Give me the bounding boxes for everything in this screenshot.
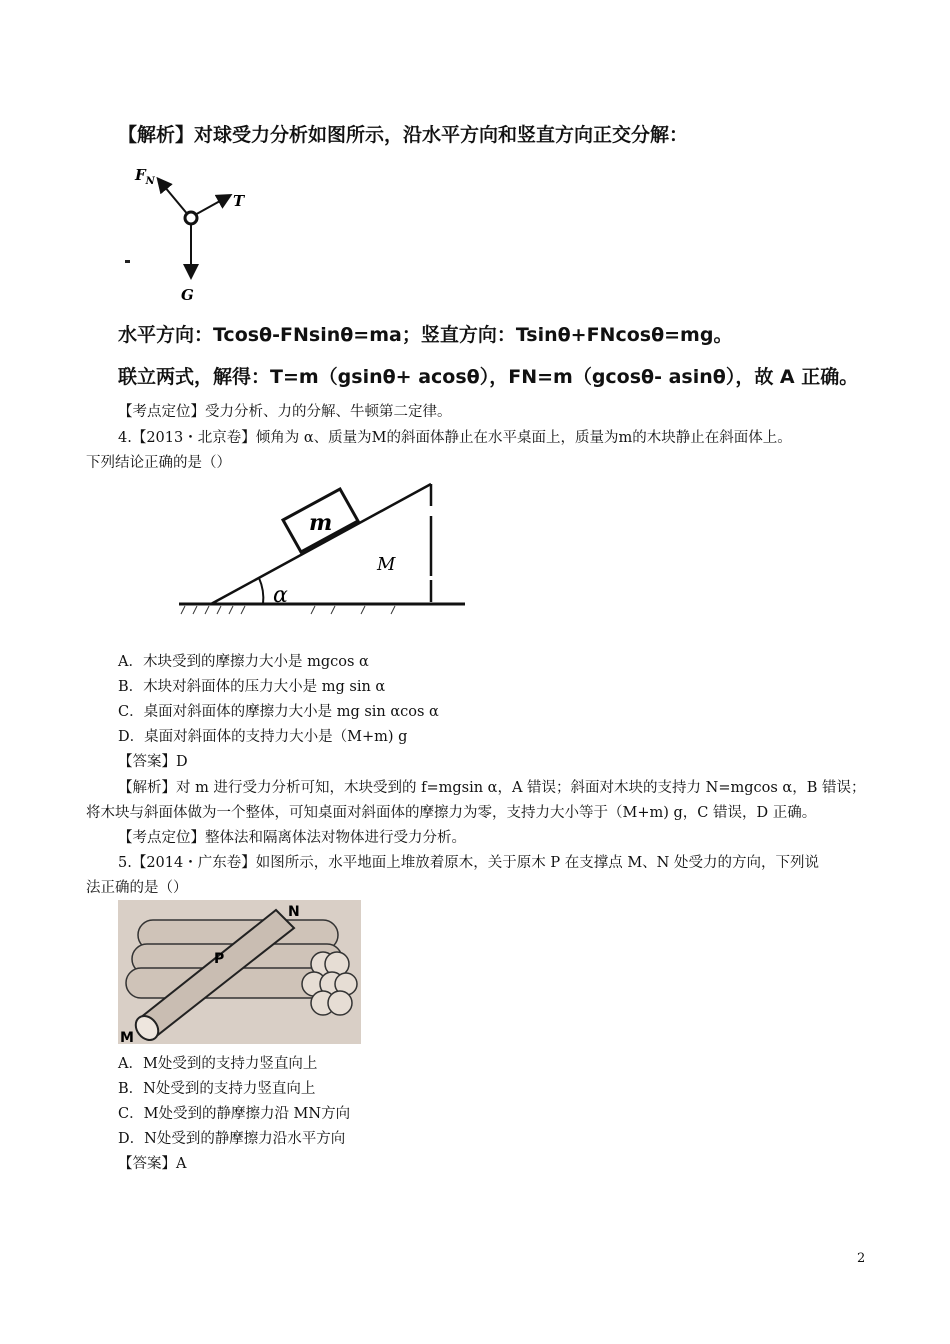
- page-number: 2: [857, 1251, 866, 1266]
- q4-option-c: C．桌面对斜面体的摩擦力大小是 mg sin αcos α: [118, 704, 439, 720]
- q5-option-b: B．N处受到的支持力竖直向上: [118, 1081, 316, 1097]
- tension-arrow: [193, 196, 229, 216]
- wedge-label: M: [377, 554, 396, 575]
- label-m: M: [120, 1030, 134, 1044]
- q4-keypoint: 【考点定位】整体法和隔离体法对物体进行受力分析。: [118, 830, 466, 846]
- t-label: T: [233, 192, 245, 210]
- q4-analysis-line2: 将木块与斜面体做为一个整体，可知桌面对斜面体的摩擦力为零，支持力大小等于（M+m) g，C 错误，D 正确。: [86, 805, 817, 821]
- q5-option-a: A．M处受到的支持力竖直向上: [118, 1056, 318, 1072]
- ball: [185, 212, 197, 224]
- analysis-heading: 【解析】对球受力分析如图所示，沿水平方向和竖直方向正交分解：: [118, 124, 689, 146]
- q4-option-d: D．桌面对斜面体的支持力大小是（M+m) g: [118, 729, 408, 745]
- q5-option-d: D．N处受到的静摩擦力沿水平方向: [118, 1131, 346, 1147]
- horizontal-vertical-equations: 水平方向：Tcosθ-FNsinθ=ma；竖直方向：Tsinθ+FNcosθ=mg。: [118, 324, 733, 346]
- solution-equation: 联立两式，解得：T=m（gsinθ+ acosθ），FN=m（gcosθ- asinθ），故 A 正确。: [118, 366, 859, 388]
- q4-stem-line1: 4.【2013・北京卷】倾角为 α、质量为M的斜面体静止在水平桌面上，质量为m的木块静止在斜面体上。: [118, 430, 792, 446]
- q3-keypoint: 【考点定位】受力分析、力的分解、牛顿第二定律。: [118, 404, 452, 420]
- label-p: P: [214, 951, 225, 967]
- block: [283, 489, 358, 552]
- svg-text:m: m: [309, 510, 333, 536]
- q4-option-a: A．木块受到的摩擦力大小是 mgcos α: [118, 654, 369, 670]
- ground-hatching: [181, 606, 395, 614]
- q5-stem-line2: 法正确的是（）: [86, 880, 188, 896]
- q5-stem-line1: 5.【2014・广东卷】如图所示，水平地面上堆放着原木，关于原木 P 在支撑点 M、N 处受力的方向，下列说: [118, 855, 819, 871]
- q5-option-c: C．M处受到的静摩擦力沿 MN方向: [118, 1106, 351, 1122]
- q4-analysis-line1: 【解析】对 m 进行受力分析可知，木块受到的 f=mgsin α，A 错误；斜面对木块的支持力 N=mgcos α，B 错误；: [118, 780, 866, 796]
- incline-diagram: [175, 478, 470, 623]
- logs-photo: [118, 900, 361, 1044]
- q4-answer: 【答案】D: [118, 754, 188, 770]
- q4-option-b: B．木块对斜面体的压力大小是 mg sin α: [118, 679, 386, 695]
- q4-stem-line2: 下列结论正确的是（）: [86, 455, 231, 471]
- angle-arc: [259, 578, 263, 604]
- fn-label: $F_N$: [135, 166, 155, 187]
- label-n: N: [288, 904, 300, 920]
- angle-label: α: [273, 583, 288, 608]
- g-label: G: [181, 286, 194, 304]
- q5-answer: 【答案】A: [118, 1156, 187, 1172]
- force-diagram: [125, 158, 265, 308]
- normal-force-arrow: [159, 180, 189, 216]
- speck: [125, 260, 130, 263]
